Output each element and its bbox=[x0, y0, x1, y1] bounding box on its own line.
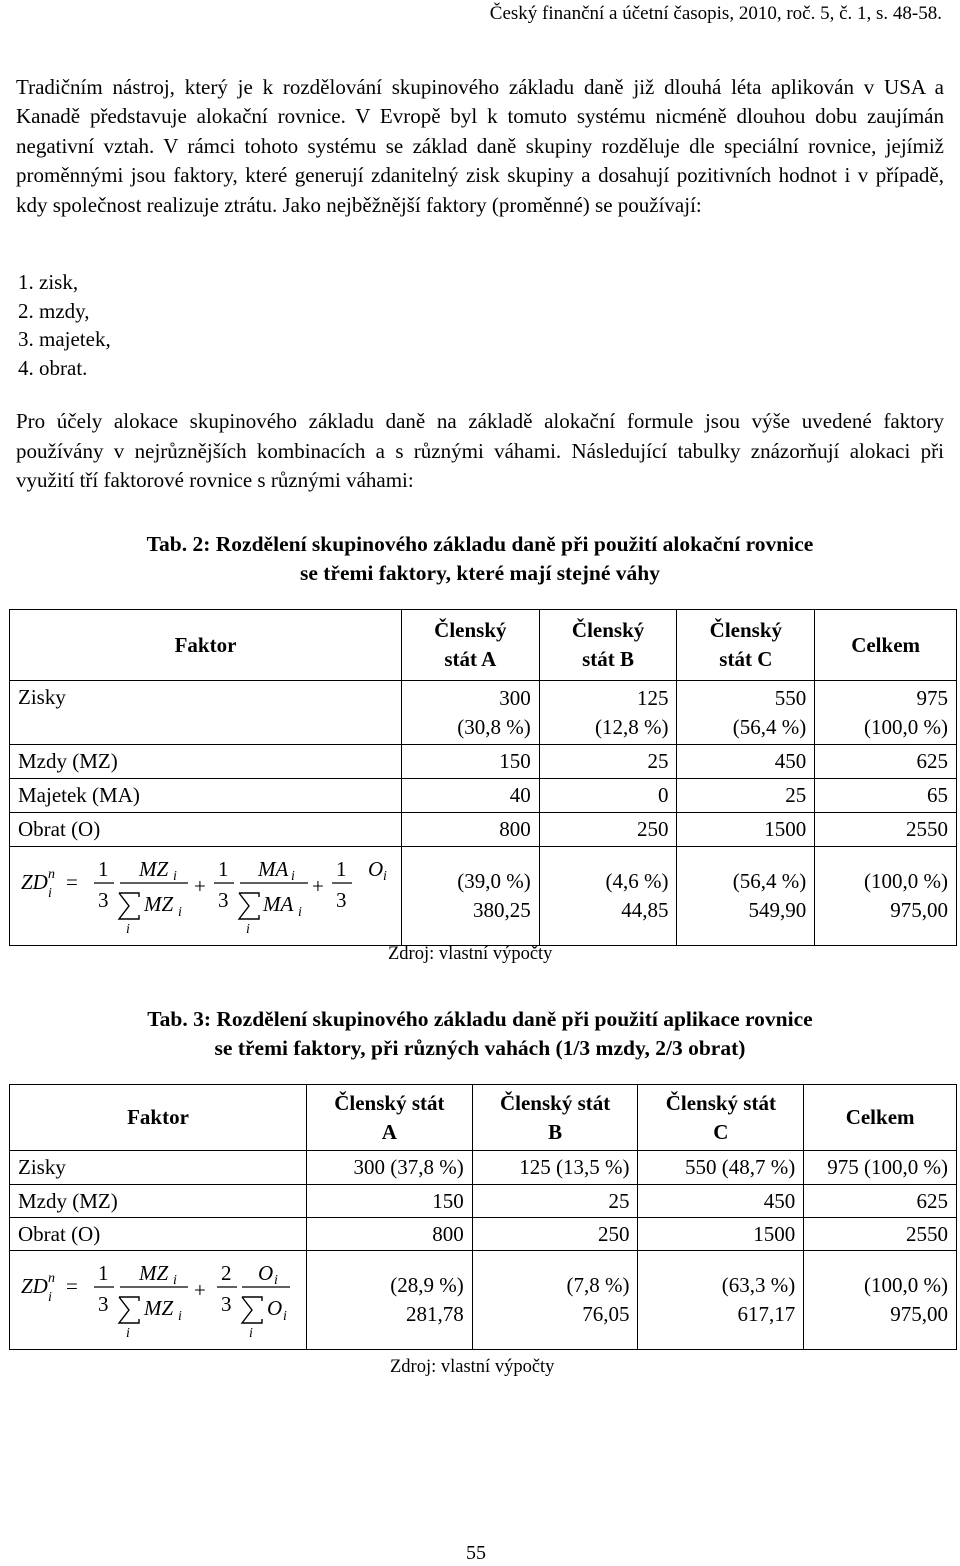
svg-text:i: i bbox=[298, 905, 302, 920]
table-row bbox=[10, 745, 957, 779]
table2-caption-line2: se třemi faktory, které mají stejné váhy bbox=[299, 561, 661, 585]
cell: 65 bbox=[815, 779, 957, 813]
cell: 25 bbox=[472, 1185, 638, 1218]
cell: 450 bbox=[677, 745, 815, 779]
svg-text:i: i bbox=[274, 1273, 278, 1288]
svg-text:MZ: MZ bbox=[139, 1261, 169, 1285]
list-item: 4. obrat. bbox=[18, 355, 88, 380]
cell: 1500 bbox=[638, 1218, 804, 1251]
cell: 2550 bbox=[815, 813, 957, 847]
formula-sup: n bbox=[48, 1271, 55, 1286]
cell: 25 bbox=[677, 779, 815, 813]
cell: (39,0 %) 380,25 bbox=[401, 847, 539, 946]
header-celkem: Celkem bbox=[804, 1085, 957, 1151]
list-item: 1. zisk, bbox=[18, 270, 79, 294]
header-state-c: Členský stát C bbox=[677, 610, 815, 681]
formula-lhs: ZD bbox=[21, 870, 48, 894]
svg-text:1: 1 bbox=[218, 857, 229, 881]
svg-text:i: i bbox=[173, 1273, 177, 1288]
svg-text:1: 1 bbox=[336, 857, 347, 881]
header-state-b: Členský stát B bbox=[472, 1085, 638, 1151]
svg-text:O: O bbox=[267, 1296, 283, 1320]
intro-paragraph: Tradičním nástroj, který je k rozdělování skupinového základu daně již dlouhá léta aplikován v USA a Kanadě představuje alokační rovnice. V Evropě byl k tomuto systému nicméně dlouhou dobu zaujímán negativní vztah. V rámci tohoto systému se základ daně skupiny rozděluje dle speciální rovnice, jejímiž proměnnými jsou faktory, které generují zdanitelný zisk skupiny a dosahují pozitivních hodnot i v případě, kdy společnost realizuje ztrátu. Jako nejběžnější faktory (proměnné) se používají: bbox=[16, 75, 944, 217]
table-row bbox=[10, 813, 957, 847]
formula-sub: i bbox=[48, 1290, 52, 1305]
svg-text:i: i bbox=[126, 922, 130, 937]
cell: 150 bbox=[307, 1185, 473, 1218]
journal-citation: Český finanční a účetní časopis, 2010, roč. 5, č. 1, s. 48-58. bbox=[489, 3, 942, 24]
svg-text:i: i bbox=[246, 922, 250, 937]
cell: (63,3 %) 617,17 bbox=[638, 1251, 804, 1350]
row-label: Mzdy (MZ) bbox=[10, 745, 402, 779]
header-celkem: Celkem bbox=[815, 610, 957, 681]
svg-text:i: i bbox=[291, 869, 295, 884]
header-faktor: Faktor bbox=[10, 1085, 307, 1151]
cell: 250 bbox=[472, 1218, 638, 1251]
header-faktor: Faktor bbox=[10, 610, 402, 681]
cell: 2550 bbox=[804, 1218, 957, 1251]
svg-text:3: 3 bbox=[218, 888, 229, 912]
svg-text:i: i bbox=[126, 1326, 130, 1341]
cell: 975 (100,0 %) bbox=[804, 1151, 957, 1185]
cell: 800 bbox=[307, 1218, 473, 1251]
allocation-formula-cell bbox=[10, 1251, 307, 1350]
svg-text:3: 3 bbox=[98, 1292, 109, 1316]
svg-text:3: 3 bbox=[98, 888, 109, 912]
svg-text:O: O bbox=[258, 1261, 274, 1285]
list-item: 3. majetek, bbox=[18, 327, 111, 351]
svg-text:3: 3 bbox=[336, 888, 347, 912]
svg-text:=: = bbox=[66, 1274, 78, 1298]
sum-icon bbox=[119, 893, 139, 919]
table-row bbox=[10, 1185, 957, 1218]
cell: 0 bbox=[539, 779, 677, 813]
row-label: Zisky bbox=[10, 1151, 307, 1185]
svg-text:MZ: MZ bbox=[139, 857, 169, 881]
row-label: Zisky bbox=[10, 681, 402, 745]
table-row bbox=[10, 681, 957, 745]
svg-text:+: + bbox=[194, 874, 206, 898]
cell: 300 (37,8 %) bbox=[307, 1151, 473, 1185]
svg-text:=: = bbox=[66, 870, 78, 894]
sum-icon bbox=[239, 893, 259, 919]
cell: 125 (13,5 %) bbox=[472, 1151, 638, 1185]
list-item: 2. mzdy, bbox=[18, 298, 90, 323]
row-label: Obrat (O) bbox=[10, 813, 402, 847]
formula-row bbox=[10, 847, 957, 946]
table3-caption bbox=[0, 1005, 960, 1063]
cell: 300 (30,8 %) bbox=[401, 681, 539, 745]
svg-text:MZ: MZ bbox=[144, 1296, 174, 1320]
svg-text:i: i bbox=[383, 869, 387, 884]
cell: (100,0 %) 975,00 bbox=[815, 847, 957, 946]
sum-icon bbox=[242, 1297, 262, 1323]
formula-sup: n bbox=[48, 867, 55, 882]
cell: 250 bbox=[539, 813, 677, 847]
cell: (7,8 %) 76,05 bbox=[472, 1251, 638, 1350]
table-header-row bbox=[10, 1085, 957, 1151]
table-row bbox=[10, 1218, 957, 1251]
svg-text:+: + bbox=[312, 874, 324, 898]
cell: (28,9 %) 281,78 bbox=[307, 1251, 473, 1350]
cell: 625 bbox=[815, 745, 957, 779]
header-state-a: Členský stát A bbox=[307, 1085, 473, 1151]
cell: 25 bbox=[539, 745, 677, 779]
table2-caption-line1: Tab. 2: Rozdělení skupinového základu daně při použití alokační rovnice bbox=[146, 532, 814, 556]
table-row bbox=[10, 779, 957, 813]
formula-row bbox=[10, 1251, 957, 1350]
allocation-formula bbox=[18, 1251, 298, 1341]
table-row bbox=[10, 1151, 957, 1185]
cell: 40 bbox=[401, 779, 539, 813]
cell: (100,0 %) 975,00 bbox=[804, 1251, 957, 1350]
cell: 550 (48,7 %) bbox=[638, 1151, 804, 1185]
cell: 800 bbox=[401, 813, 539, 847]
row-label: Mzdy (MZ) bbox=[10, 1185, 307, 1218]
table2-caption bbox=[0, 530, 960, 588]
cell: 450 bbox=[638, 1185, 804, 1218]
cell: 625 bbox=[804, 1185, 957, 1218]
svg-text:O: O bbox=[368, 857, 384, 881]
table3-caption-line1: Tab. 3: Rozdělení skupinového základu daně při použití aplikace rovnice bbox=[147, 1007, 813, 1031]
table3 bbox=[9, 1084, 957, 1350]
svg-text:i: i bbox=[249, 1326, 253, 1341]
allocation-formula bbox=[18, 847, 388, 937]
svg-text:1: 1 bbox=[98, 1261, 109, 1285]
cell: 975 (100,0 %) bbox=[815, 681, 957, 745]
page-number: 55 bbox=[466, 1542, 486, 1564]
svg-text:2: 2 bbox=[221, 1261, 232, 1285]
cell: (4,6 %) 44,85 bbox=[539, 847, 677, 946]
table-header-row bbox=[10, 610, 957, 681]
svg-text:1: 1 bbox=[98, 857, 109, 881]
svg-text:+: + bbox=[194, 1278, 206, 1302]
svg-text:MZ: MZ bbox=[144, 892, 174, 916]
svg-text:MA: MA bbox=[258, 857, 289, 881]
row-label: Obrat (O) bbox=[10, 1218, 307, 1251]
sum-icon bbox=[119, 1297, 139, 1323]
table2-source: Zdroj: vlastní výpočty bbox=[388, 944, 553, 964]
allocation-formula-cell bbox=[10, 847, 402, 946]
svg-text:i: i bbox=[178, 905, 182, 920]
svg-text:3: 3 bbox=[221, 1292, 232, 1316]
cell: 150 bbox=[401, 745, 539, 779]
formula-lhs: ZD bbox=[21, 1274, 48, 1298]
row-label: Majetek (MA) bbox=[10, 779, 402, 813]
svg-text:i: i bbox=[283, 1309, 287, 1324]
header-state-c: Členský stát C bbox=[638, 1085, 804, 1151]
header-state-b: Členský stát B bbox=[539, 610, 677, 681]
cell: 125 (12,8 %) bbox=[539, 681, 677, 745]
cell: (56,4 %) 549,90 bbox=[677, 847, 815, 946]
svg-text:i: i bbox=[178, 1309, 182, 1324]
table2 bbox=[9, 609, 957, 946]
factor-list bbox=[18, 268, 111, 382]
svg-text:i: i bbox=[173, 869, 177, 884]
table3-source: Zdroj: vlastní výpočty bbox=[390, 1357, 555, 1377]
header-state-a: Členský stát A bbox=[401, 610, 539, 681]
formula-sub: i bbox=[48, 886, 52, 901]
table3-caption-line2: se třemi faktory, při různých vahách (1/3 mzdy, 2/3 obrat) bbox=[214, 1036, 746, 1060]
cell: 1500 bbox=[677, 813, 815, 847]
allocation-paragraph: Pro účely alokace skupinového základu daně na základě alokační formule jsou výše uvedené faktory používány v nejrůznějších kombinacích a s různými váhami. Následující tabulky znázorňují alokaci při využití tří faktorové rovnice s různými váhami: bbox=[16, 409, 944, 492]
svg-text:MA: MA bbox=[263, 892, 294, 916]
cell: 550 (56,4 %) bbox=[677, 681, 815, 745]
